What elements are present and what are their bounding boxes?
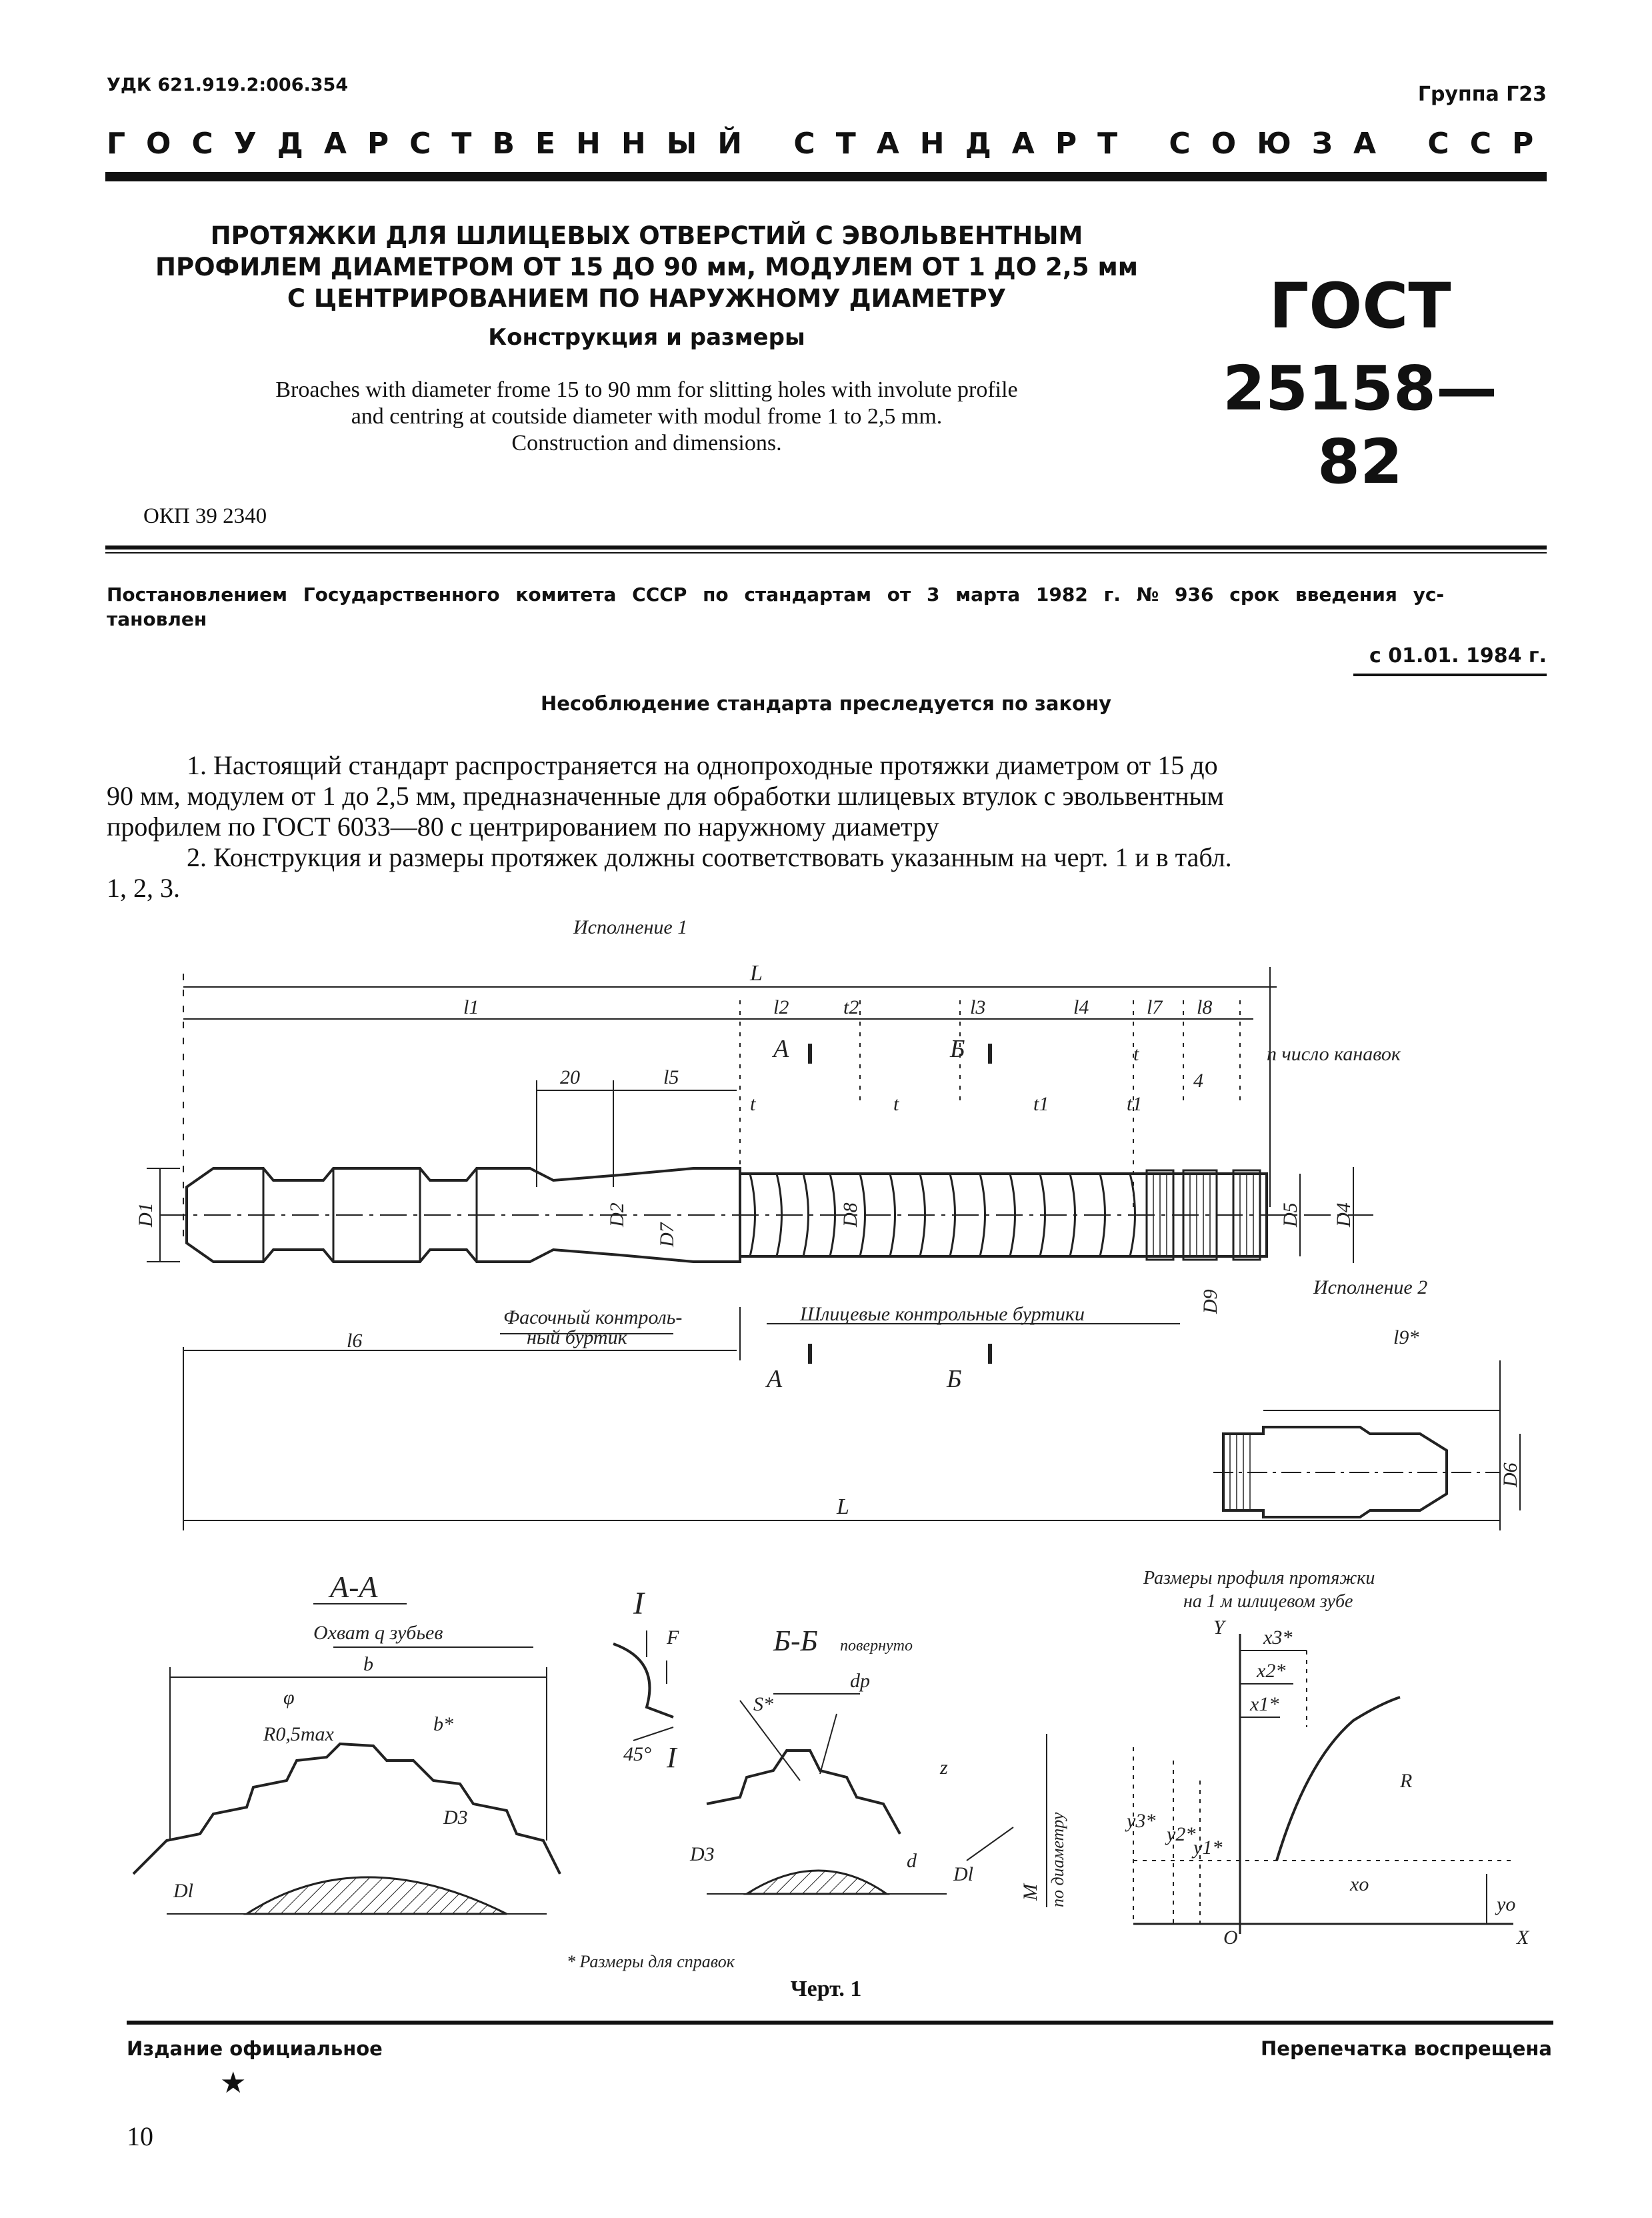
profile-x-axis: X [1517, 1927, 1529, 1949]
title-line-1: ПРОТЯЖКИ ДЛЯ ШЛИЦЕВЫХ ОТВЕРСТИЙ С ЭВОЛЬВЕНТНЫМ [210, 221, 1083, 250]
english-title-line-2: and centring at coutside diameter with modul frome 1 to 2,5 mm. [351, 404, 943, 429]
detail-i-angle: 45° [623, 1743, 651, 1765]
group-code: Группа Г23 [1417, 83, 1547, 106]
spline-collars-label: Шлицевые контрольные буртики [800, 1303, 1085, 1325]
section-bb-m: M [1019, 1884, 1041, 1901]
udk-code: УДК 621.919.2:006.354 [107, 75, 349, 95]
dim-D2: D2 [606, 1202, 628, 1227]
figure-caption: Черт. 1 [790, 1977, 862, 2001]
section-bb-d3: D3 [690, 1843, 715, 1865]
para-1-line-2: 90 мм, модулем от 1 до 2,5 мм, предназначенные для обработки шлицевых втулок с эвольвентным [107, 781, 1224, 811]
section-bb-rotated: повернуто [840, 1637, 913, 1654]
para-2-line-1: 2. Конструкция и размеры протяжек должны соответствовать указанным на черт. 1 и в табл. [187, 842, 1232, 872]
dim-l7: l7 [1147, 996, 1163, 1018]
profile-origin: O [1223, 1927, 1238, 1949]
profile-title-1: Размеры профиля протяжки [1143, 1568, 1375, 1588]
body-text [107, 750, 1547, 904]
profile-x2: x2* [1257, 1660, 1286, 1682]
dim-L-bottom: L [837, 1494, 849, 1519]
okp-code: ОКП 39 2340 [143, 504, 267, 528]
section-aa-d3: D3 [443, 1807, 468, 1829]
star-icon: ★ [220, 2066, 247, 2100]
official-edition: Издание официальное [127, 2037, 383, 2060]
dim-20: 20 [560, 1066, 580, 1088]
dim-t2: t2 [843, 996, 859, 1018]
title-line-3: С ЦЕНТРИРОВАНИЕМ ПО НАРУЖНОМУ ДИАМЕТРУ [287, 284, 1007, 313]
english-title-line-3: Construction and dimensions. [511, 431, 782, 455]
profile-y1: y1* [1193, 1837, 1223, 1859]
okp-rule [105, 545, 1547, 549]
section-bb-title: Б-Б [773, 1624, 818, 1657]
reprint-prohibited: Перепечатка воспрещена [1261, 2037, 1552, 2060]
header-thick-rule [105, 172, 1547, 181]
title-subtitle: Конструкция и размеры [488, 324, 805, 351]
dim-D5: D5 [1279, 1202, 1301, 1227]
dim-D7: D7 [656, 1222, 678, 1247]
variant-2-label: Исполнение 2 [1313, 1276, 1428, 1298]
document-title [127, 220, 1167, 353]
section-bb-d: d [907, 1850, 917, 1872]
section-aa-r: R0,5max [263, 1723, 334, 1745]
profile-x3: x3* [1263, 1626, 1293, 1648]
decree-line-1: Постановлением Государственного комитета СССР по стандартам от 3 марта 1982 г. № 936 срок введения ус- [107, 584, 1445, 606]
section-A-top: А [773, 1035, 789, 1063]
section-aa-bstar: b* [433, 1713, 453, 1735]
para-1-line-1: 1. Настоящий стандарт распространяется на однопроходные протяжки диаметром от 15 до [187, 750, 1218, 780]
section-bb-by-diam: по диаметру [1048, 1812, 1067, 1907]
date-underline [1353, 674, 1547, 676]
section-bb-s: S* [753, 1693, 773, 1715]
dim-l4: l4 [1073, 996, 1089, 1018]
dim-l2: l2 [773, 996, 789, 1018]
profile-y-axis: Y [1213, 1616, 1225, 1638]
gost-number: 25158—82 [1222, 353, 1498, 497]
dim-l6: l6 [347, 1330, 363, 1352]
section-aa-b: b [363, 1653, 373, 1675]
para-2-line-2: 1, 2, 3. [107, 873, 180, 903]
decree-line-2: тановлен [107, 608, 207, 630]
section-bb-i-label: I [667, 1741, 677, 1774]
profile-x1: x1* [1250, 1693, 1279, 1715]
gost-label: ГОСТ [1269, 270, 1451, 343]
dim-t1-b: t1 [1127, 1093, 1143, 1115]
dim-L-top: L [750, 961, 763, 986]
section-aa-title: А-А [330, 1570, 378, 1604]
section-A-bottom: А [767, 1365, 783, 1393]
page-number: 10 [127, 2121, 153, 2151]
footer-rule [127, 2021, 1553, 2025]
dim-l8: l8 [1197, 996, 1213, 1018]
variant-1-label: Исполнение 1 [573, 916, 688, 938]
chamfer-collar-label-1: Фасочный контроль- [503, 1306, 683, 1328]
section-bb-dl: Dl [953, 1863, 973, 1885]
section-B-top: Б [950, 1035, 965, 1063]
chamfer-collar-label-2: ный буртик [527, 1326, 627, 1348]
decree-date: с 01.01. 1984 г. [1369, 644, 1547, 668]
title-line-2: ПРОФИЛЕМ ДИАМЕТРОМ ОТ 15 ДО 90 мм, МОДУЛЕМ ОТ 1 ДО 2,5 мм [155, 253, 1138, 281]
state-standard-heading: ГОСУДАРСТВЕННЫЙ СТАНДАРТ СОЮЗА ССР [107, 127, 1555, 161]
section-B-bottom: Б [947, 1365, 962, 1393]
profile-y2: y2* [1167, 1823, 1196, 1845]
profile-y3: y3* [1127, 1810, 1156, 1832]
english-title-line-1: Broaches with diameter frome 15 to 90 mm for slitting holes with involute profile [275, 377, 1018, 402]
section-bb-dp: dp [850, 1670, 870, 1692]
profile-r: R [1400, 1770, 1413, 1792]
dim-D6: D6 [1499, 1462, 1521, 1487]
grooves-note: n число канавок [1267, 1043, 1401, 1065]
dim-D8: D8 [839, 1202, 861, 1227]
para-1-line-3: профилем по ГОСТ 6033—80 с центрированием по наружному диаметру [107, 812, 939, 842]
legal-warning: Несоблюдение стандарта преследуется по закону [540, 692, 1112, 715]
okp-rule-thin [105, 552, 1547, 553]
dim-D1: D1 [135, 1202, 157, 1227]
ref-note: * Размеры для справок [567, 1952, 735, 1971]
detail-i-label: I [633, 1586, 644, 1621]
dim-l1: l1 [463, 996, 479, 1018]
dim-4: 4 [1193, 1070, 1203, 1092]
profile-title-2: на 1 м шлицевом зубе [1183, 1591, 1353, 1612]
profile-xo: xo [1350, 1873, 1369, 1895]
dim-l3: l3 [970, 996, 986, 1018]
dim-D4: D4 [1333, 1202, 1355, 1227]
sections-drawing [0, 1560, 1652, 1974]
section-aa-cover: Охват q зубьев [313, 1622, 443, 1644]
dim-t-c: t [1133, 1043, 1139, 1065]
dim-t-a: t [750, 1093, 756, 1115]
detail-i-f: F [667, 1626, 679, 1648]
dim-t-b: t [893, 1093, 899, 1115]
section-aa-phi: φ [283, 1687, 295, 1709]
english-title [127, 377, 1167, 457]
dim-l5: l5 [663, 1066, 679, 1088]
section-bb-z: z [940, 1757, 948, 1779]
profile-yo: yo [1497, 1893, 1516, 1915]
broach-drawing [0, 907, 1652, 1560]
section-aa-dl: Dl [173, 1880, 193, 1902]
dim-D9: D9 [1199, 1289, 1221, 1314]
dim-t1-a: t1 [1033, 1093, 1049, 1115]
dim-l9: l9* [1393, 1326, 1419, 1348]
